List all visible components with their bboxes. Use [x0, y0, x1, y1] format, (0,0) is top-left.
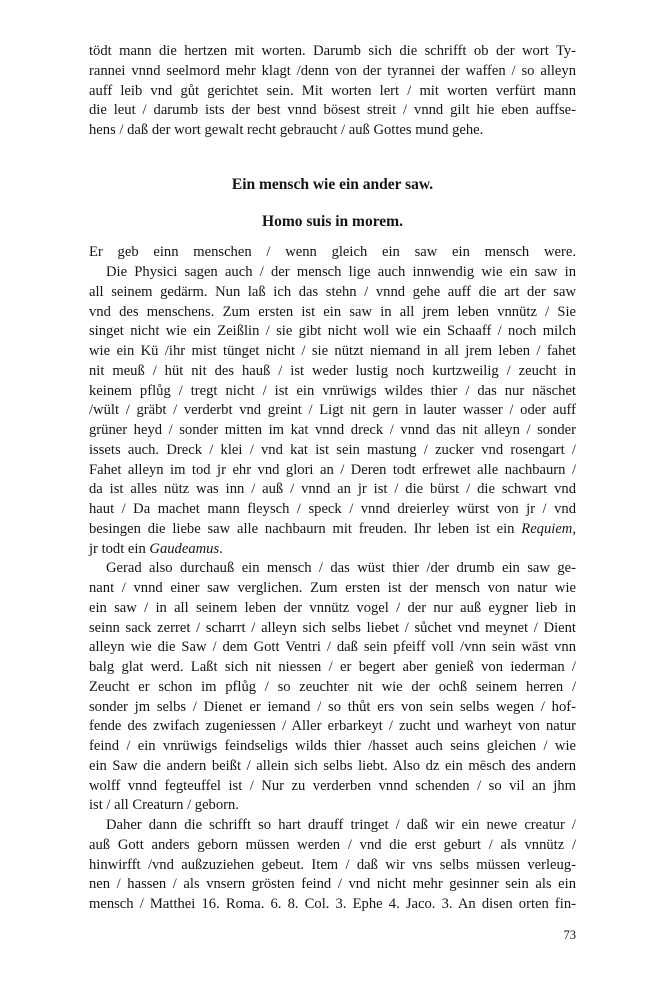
text-line [89, 520, 576, 540]
text-line [89, 599, 576, 619]
text-segment: Daher dann die schrifft so hart drauff tringet / daß wir ein newe creatur / [106, 817, 576, 833]
text-segment: keinem pflůg / tregt nicht / ist ein vnrüwigs wildes thier / das nur näschet [89, 382, 576, 399]
text-segment: nen / hassen / als vnsern grösten feind / vnd nicht mehr gesinner sein als ein [89, 876, 576, 893]
text-line [89, 283, 576, 303]
text-segment: vnd des menschens. Zum ersten ist ein saw in all jrem leben vnnütz / Sie [89, 303, 576, 320]
paragraph [89, 816, 576, 915]
text-segment: fende des zwifach zugeniessen / Aller erbarkeyt / zucht und warheyt von natur [89, 718, 576, 735]
paragraph [89, 243, 576, 263]
text-segment: mensch / Matthei 16. Roma. 6. 8. Col. 3. Ephe 4. Jaco. 3. An disen orten fin- [89, 896, 576, 912]
text-line [89, 500, 576, 520]
text-line [89, 540, 576, 560]
text-line [89, 796, 576, 816]
text-segment: wie ein Kü /ihr mist tünget nicht / sie nützt niemand in all jrem leben / fahet [89, 343, 576, 359]
text-line [89, 737, 576, 757]
text-segment: ein saw / in all seinem leben der vnnütz vogel / der nur auß eygner lieb in [89, 599, 576, 616]
text-line [89, 875, 576, 895]
text-segment: besingen die liebe saw alle nachbaurn mit freuden. Ihr leben ist ein [89, 520, 522, 537]
section-heading: Ein mensch wie ein ander saw. [231, 175, 434, 193]
text-line [89, 322, 576, 342]
text-segment: seinn sack zerret / scharrt / alleyn sich selbs liebet / sůchet vnd meynet / Dient [89, 619, 576, 636]
text-line [89, 698, 576, 718]
text-segment: Die Physici sagen auch / der mensch lige auch innwendig wie ein saw in [106, 264, 576, 280]
text-line [89, 658, 576, 678]
text-segment: Fahet alleyn im tod jr ehr vnd glori an / Deren todt erfrewet alle nachbaurn / [89, 461, 576, 478]
text-segment: tödt mann die hertzen mit worten. Darumb sich die schrifft ob der wort Ty- [89, 43, 576, 59]
section-heading: Homo suis in morem. [262, 212, 403, 230]
text-block [89, 42, 576, 915]
text-line [89, 816, 576, 836]
text-line [89, 362, 576, 382]
text-line [89, 342, 576, 362]
text-line [89, 401, 576, 421]
text-segment: Gerad also durchauß ein mensch / das wüst thier /der drumb ein saw ge- [106, 560, 576, 577]
text-line [89, 461, 576, 481]
text-line [89, 121, 576, 141]
paragraph [89, 42, 576, 141]
italic-text: Requiem, [521, 520, 576, 537]
text-segment: jr todt ein [89, 540, 150, 557]
text-segment: all seinem gedärm. Nun laß ich das stehn / vnnd gehe auff die art der saw [89, 283, 576, 300]
text-line [89, 263, 576, 283]
text-segment: Zeucht er schon im pflůg / so zeuchter nit wie der ochß seinem herren / [89, 678, 576, 695]
text-line [89, 559, 576, 579]
text-line [89, 579, 576, 599]
text-segment: auff leib vnd gůt gerichtet sein. Mit worten lert / mit worten verfürt mann [89, 82, 576, 99]
text-line [89, 82, 576, 102]
text-segment: die leut / darumb ists der best vnnd bösest streit / vnnd gilt hie eben auffse- [89, 102, 576, 119]
text-segment: rannei vnnd seelmord mehr klagt /denn von der tyrannei der waffen / so alleyn [89, 62, 576, 79]
text-segment: Er geb einn menschen / wenn gleich ein saw ein mensch were. [89, 244, 576, 261]
text-segment: wolff vnnd fegteuffel ist / Nur zu verderben vnnd schenden / so vil an jhm [89, 777, 576, 794]
page-number: 73 [563, 928, 576, 942]
text-line [89, 42, 576, 62]
text-segment: balg glat werd. Laßt sich nit niessen / er begert aber genieß von iederman / [89, 659, 576, 675]
text-segment: ist / all Creaturn / geborn. [89, 797, 239, 814]
text-line [89, 895, 576, 915]
text-line [89, 382, 576, 402]
text-segment: issets auch. Dreck / klei / vnd kat ist sein mastung / zucker vnd rosengart / [89, 441, 576, 458]
italic-text: Gaudeamus [149, 540, 220, 557]
paragraph [89, 263, 576, 559]
text-segment: . [219, 540, 223, 557]
text-segment: singet nicht wie ein Zeißlin / sie gibt nicht woll wie ein Schaaff / noch milch [89, 323, 576, 340]
text-line [89, 421, 576, 441]
text-line [89, 757, 576, 777]
text-segment: da ist alles nütz was inn / auß / vnnd an jr ist / die bürst / die schwart vnd [89, 481, 576, 498]
text-line [89, 101, 576, 121]
text-segment: feind / ein vnrüwigs feindseligs wilds thier /hasset auch seins gleichen / wie [89, 738, 576, 754]
text-segment: ein Saw die andern beißt / allein sich selbs liebt. Also dz ein mēsch des andern [89, 757, 576, 774]
text-segment: hinwirfft /vnd außzuziehen gebeut. Item / daß wir vns selbs müssen verleug- [89, 856, 576, 873]
text-segment: grüner heyd / sonder mitten im kat vnnd dreck / vnnd das nit alleyn / sonder [89, 422, 576, 438]
text-segment: hens / daß der wort gewalt recht gebraucht / auß Gottes mund gehe. [89, 122, 484, 138]
text-segment: alleyn wie die Saw / dem Gott Ventri / daß sein pfeiff voll /vnn sein wāst vnn [89, 639, 576, 656]
text-line [89, 619, 576, 639]
text-segment: nant / vnnd einer saw verglichen. Zum ersten ist der mensch von natur wie [89, 580, 576, 596]
text-segment: auß Gott anders geborn müssen werden / vnd die erst geburt / als vnnütz / [89, 836, 576, 853]
text-line [89, 243, 576, 263]
text-line [89, 638, 576, 658]
text-line [89, 441, 576, 461]
paragraph [89, 559, 576, 816]
text-segment: /wült / gräbt / verderbt vnd greint / Ligt nit gern in lauter wasser / oder auff [89, 402, 576, 419]
text-segment: nit meuß / hüt nit des hauß / ist weder lustig noch kurtzweilig / zeucht in [89, 362, 576, 379]
text-segment: sonder jm selbs / Dienet er iemand / so thůt ers von sein selbs wegen / hof- [89, 698, 576, 715]
text-line [89, 836, 576, 856]
text-line [89, 480, 576, 500]
text-line [89, 717, 576, 737]
text-line [89, 678, 576, 698]
text-line [89, 777, 576, 797]
text-line [89, 856, 576, 876]
text-line [89, 62, 576, 82]
text-segment: haut / Da machet mann fleysch / speck / vnnd dreierley würst von jr / vnd [89, 501, 576, 517]
text-line [89, 303, 576, 323]
